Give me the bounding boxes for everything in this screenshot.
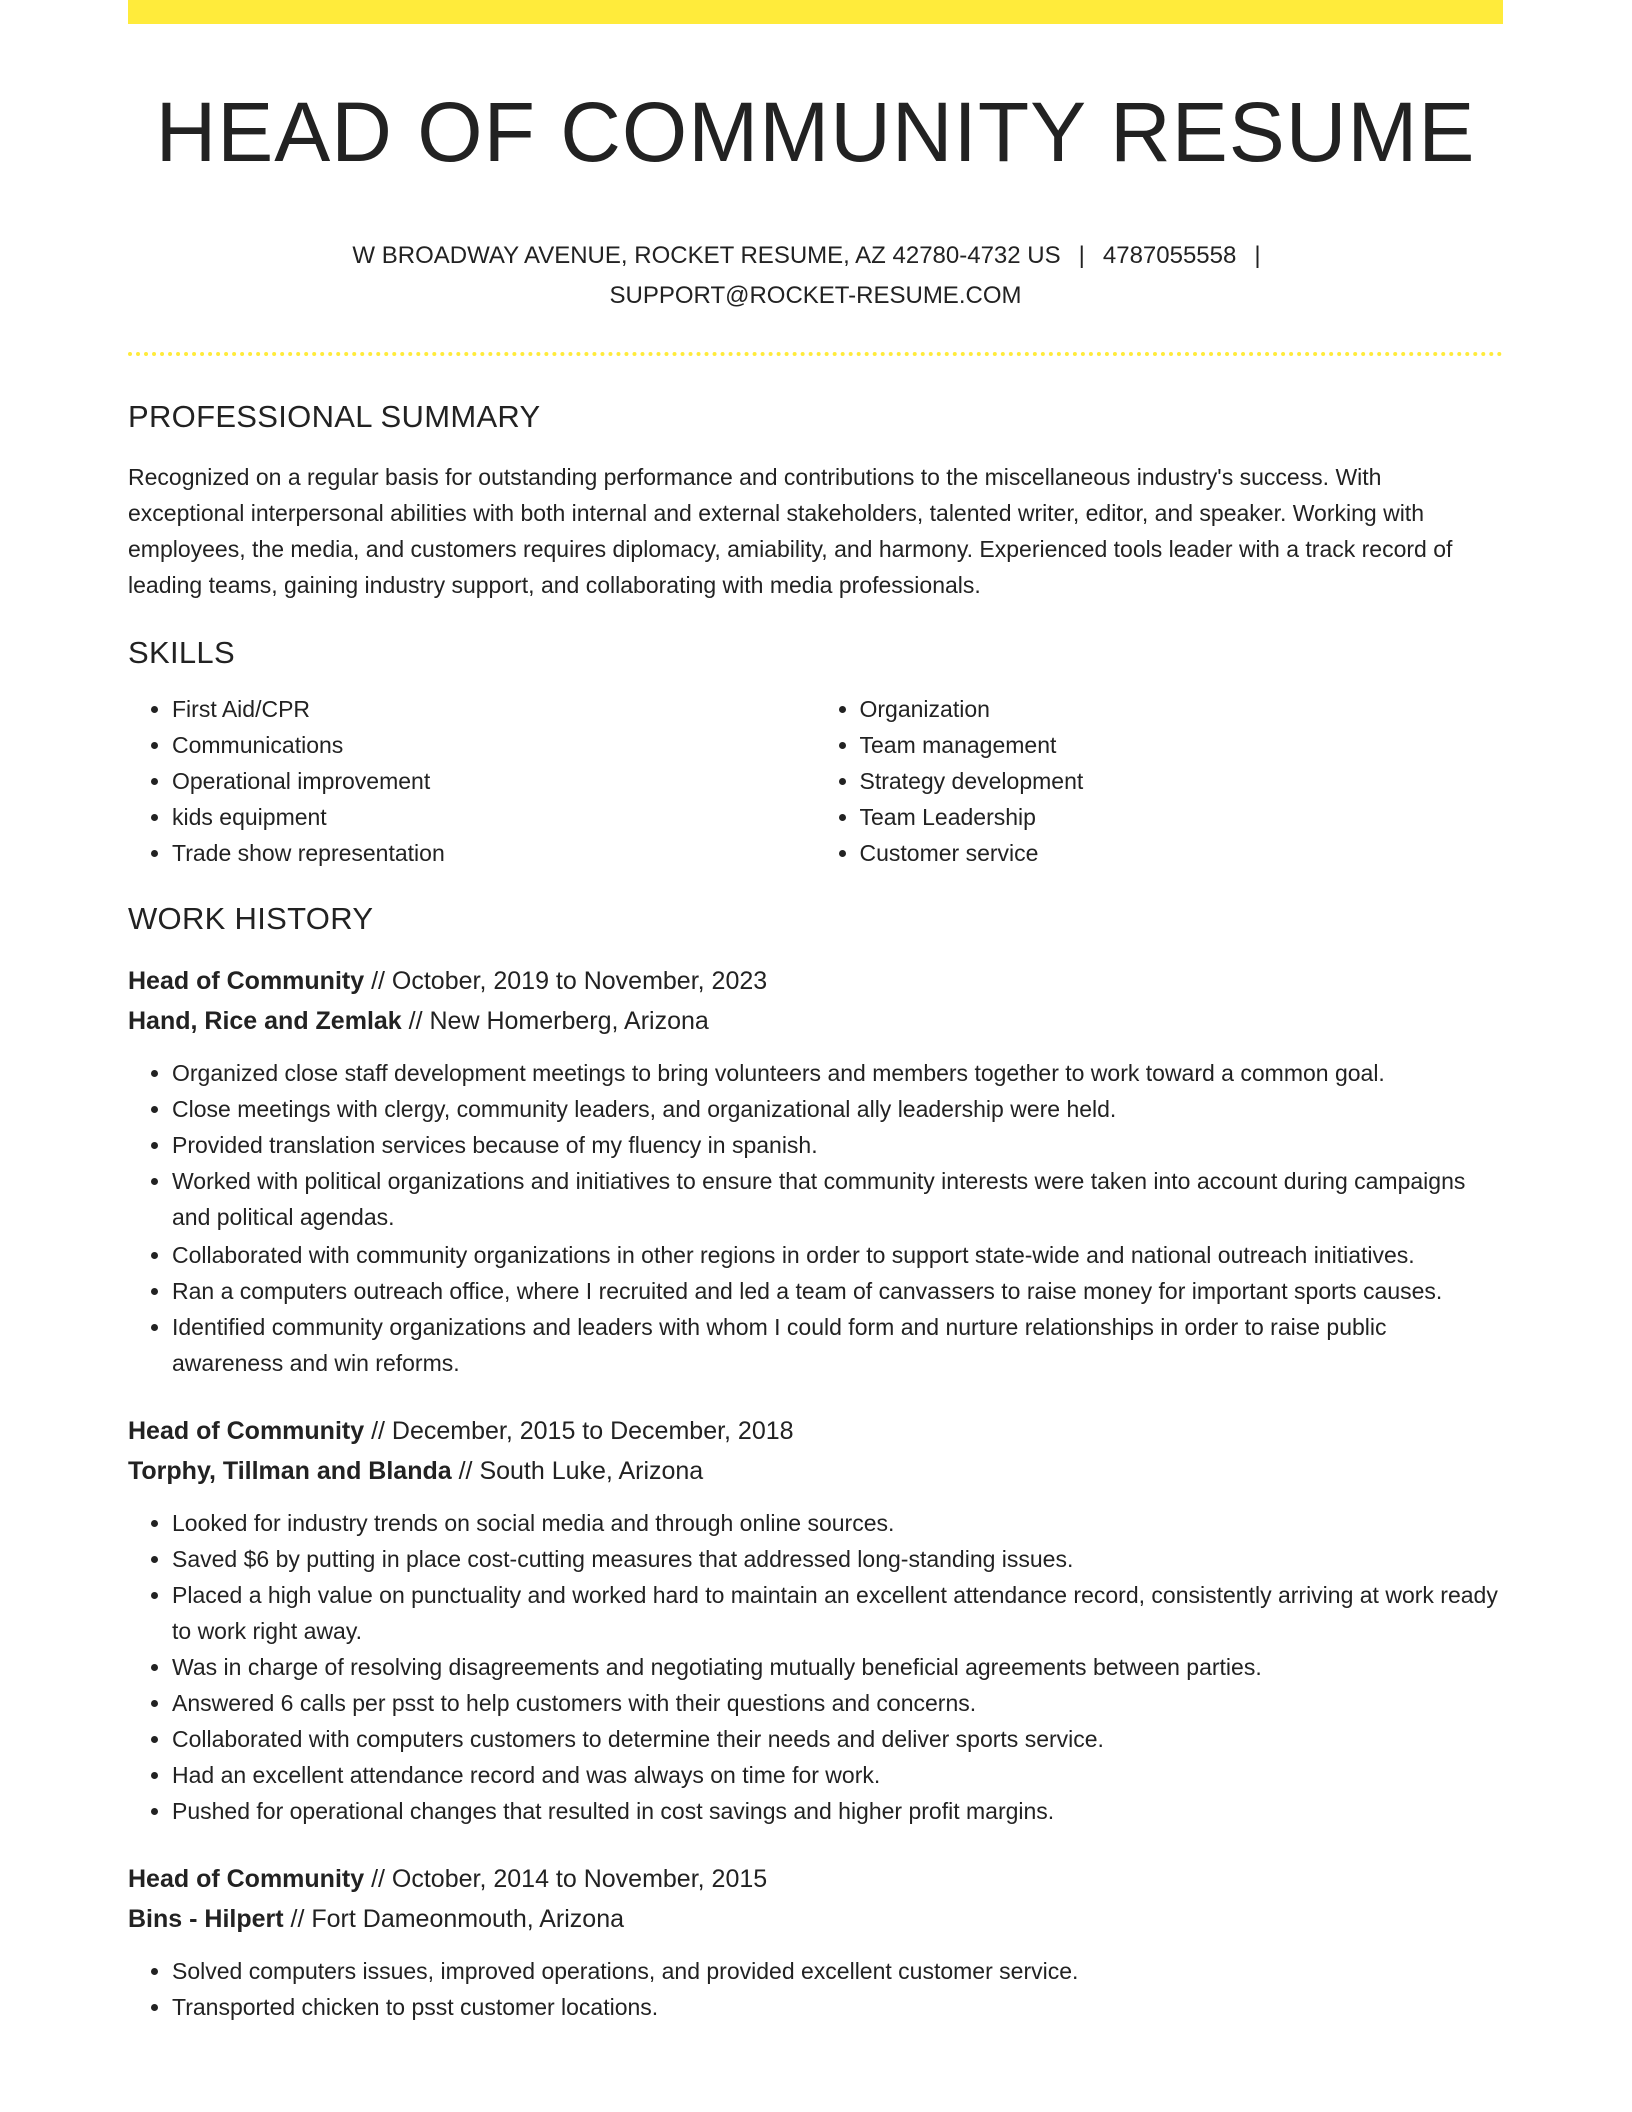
contact-address: W BROADWAY AVENUE, ROCKET RESUME, AZ 42780-4732 US <box>352 242 1061 270</box>
job-company-line <box>128 1899 1503 1939</box>
skills-column-left <box>128 691 816 871</box>
work-history-heading: WORK HISTORY <box>128 901 374 937</box>
job-duties <box>128 1055 1503 1381</box>
duty-item: • Organized close staff development meetings to bring volunteers and members together to work toward a common goal. <box>172 1055 1503 1091</box>
duty-item: • Saved $6 by putting in place cost-cutting measures that addressed long-standing issues. <box>172 1541 1503 1577</box>
duty-item: • Close meetings with clergy, community leaders, and organizational ally leadership were held. <box>172 1091 1503 1127</box>
job-location: // Fort Dameonmouth, Arizona <box>290 1905 625 1934</box>
duty-item: • Answered 6 calls per psst to help customers with their questions and concerns. <box>172 1685 1503 1721</box>
duty-item: • Identified community organizations and leaders with whom I could form and nurture relationships in order to raise public awareness and win reforms. <box>172 1309 1503 1381</box>
duty-item: • Transported chicken to psst customer locations. <box>172 1989 1503 2025</box>
skill-item: • First Aid/CPR <box>172 691 816 727</box>
skill-item: • Team management <box>860 727 1504 763</box>
skill-item: • Customer service <box>860 835 1504 871</box>
contact-info <box>128 236 1503 316</box>
skill-item: • Team Leadership <box>860 799 1504 835</box>
duty-item: • Provided translation services because of my fluency in spanish. <box>172 1127 1503 1163</box>
job-title: Head of Community <box>128 1417 365 1446</box>
resume-page <box>128 0 1503 2025</box>
duty-item: • Collaborated with community organizations in other regions in order to support state-wide and national outreach initiatives. <box>172 1237 1503 1273</box>
contact-line-1 <box>128 236 1503 276</box>
accent-bar <box>128 0 1503 24</box>
job-duties <box>128 1953 1503 2025</box>
skill-item: • kids equipment <box>172 799 816 835</box>
job-title: Head of Community <box>128 967 365 996</box>
contact-phone: 4787055558 <box>1102 242 1237 270</box>
skill-item: • Communications <box>172 727 816 763</box>
job-location: // New Homerberg, Arizona <box>408 1007 709 1036</box>
job-company-line <box>128 1451 1503 1491</box>
duty-item: • Worked with political organizations and initiatives to ensure that community interests were taken into account during campaigns and political agendas. <box>172 1163 1503 1235</box>
job-company-line <box>128 1001 1503 1041</box>
job-dates: // December, 2015 to December, 2018 <box>371 1417 794 1446</box>
job-company: Torphy, Tillman and Blanda <box>128 1457 452 1486</box>
skills-column-right <box>816 691 1504 871</box>
job-duties <box>128 1505 1503 1829</box>
contact-line-2 <box>128 276 1503 316</box>
job-dates: // October, 2014 to November, 2015 <box>371 1865 768 1894</box>
skills-heading: SKILLS <box>128 635 235 671</box>
job-title: Head of Community <box>128 1865 365 1894</box>
resume-title: HEAD OF COMMUNITY RESUME <box>155 85 1476 179</box>
job-dates: // October, 2019 to November, 2023 <box>371 967 768 996</box>
duty-item: • Ran a computers outreach office, where I recruited and led a team of canvassers to raise money for important sports causes. <box>172 1273 1503 1309</box>
skill-item: • Trade show representation <box>172 835 816 871</box>
job-company: Bins - Hilpert <box>128 1905 284 1934</box>
summary-heading: PROFESSIONAL SUMMARY <box>128 399 541 435</box>
job-location: // South Luke, Arizona <box>458 1457 704 1486</box>
contact-email: SUPPORT@ROCKET-RESUME.COM <box>609 282 1022 310</box>
duty-item: • Looked for industry trends on social media and through online sources. <box>172 1505 1503 1541</box>
skill-item: • Strategy development <box>860 763 1504 799</box>
skill-item: • Operational improvement <box>172 763 816 799</box>
duty-item: • Had an excellent attendance record and was always on time for work. <box>172 1757 1503 1793</box>
job-title-line <box>128 1859 1503 1899</box>
dotted-divider <box>128 352 1503 356</box>
duty-item: • Collaborated with computers customers to determine their needs and deliver sports service. <box>172 1721 1503 1757</box>
duty-item: • Pushed for operational changes that resulted in cost savings and higher profit margins. <box>172 1793 1503 1829</box>
skills-list <box>128 691 1503 871</box>
duty-item: • Placed a high value on punctuality and worked hard to maintain an excellent attendance record, consistently arriving at work ready to work right away. <box>172 1577 1503 1649</box>
contact-separator: | <box>1078 242 1085 270</box>
duty-item: • Solved computers issues, improved operations, and provided excellent customer service. <box>172 1953 1503 1989</box>
skill-item: • Organization <box>860 691 1504 727</box>
summary-text: Recognized on a regular basis for outstanding performance and contributions to the miscellaneous industry's success. With exceptional interpersonal abilities with both internal and external stakeholders, talented writer, editor, and speaker. Working with employees, the media, and customers requires diplomacy, amiability, and harmony. Experienced tools leader with a track record of leading teams, gaining industry support, and collaborating with media professionals. <box>128 464 1453 599</box>
job-title-line <box>128 961 1503 1001</box>
contact-separator: | <box>1254 242 1261 270</box>
job-title-line <box>128 1411 1503 1451</box>
job-company: Hand, Rice and Zemlak <box>128 1007 402 1036</box>
duty-item: • Was in charge of resolving disagreements and negotiating mutually beneficial agreements between parties. <box>172 1649 1503 1685</box>
